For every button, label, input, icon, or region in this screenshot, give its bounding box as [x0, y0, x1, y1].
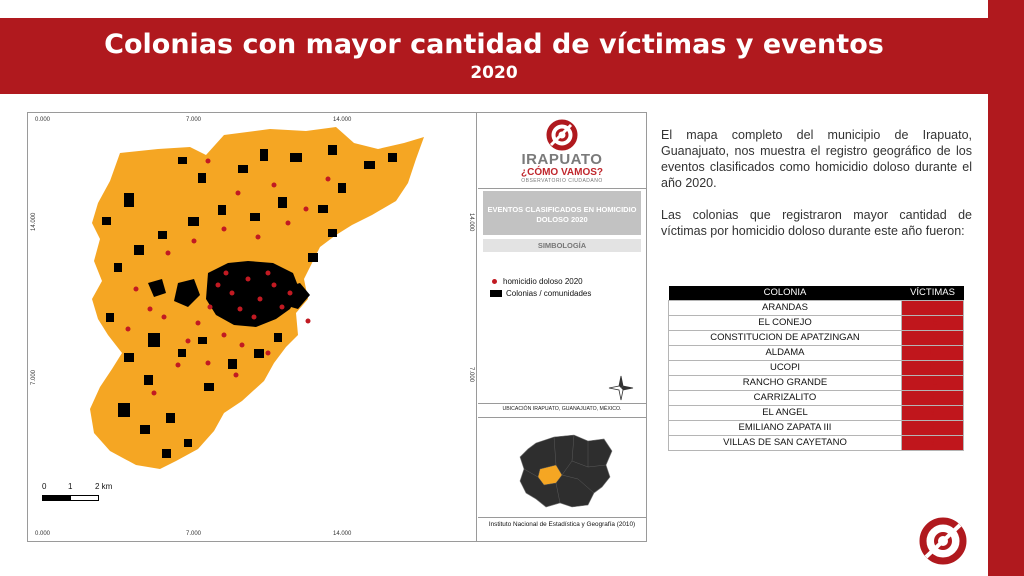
- red-dot-icon: [492, 279, 497, 284]
- guanajuato-inset-map: [516, 431, 616, 511]
- victimas-cell: 10: [902, 375, 964, 390]
- colonia-cell: RANCHO GRANDE: [669, 375, 902, 390]
- coord-bottom-0: 0.000: [35, 531, 51, 537]
- colonia-cell: CARRIZALITO: [669, 390, 902, 405]
- table-header-row: [669, 286, 964, 300]
- description-paragraph-1: El mapa completo del municipio de Irapuato, Guanajuato, nos muestra el registro geográfico de los eventos clasificados como homicidio doloso durante el año 2020.: [661, 128, 972, 190]
- colonia-cell: EL ANGEL: [669, 405, 902, 420]
- coord-right-0: 14.000: [468, 213, 474, 232]
- map-frame: [27, 112, 647, 542]
- victimas-cell: 15: [902, 315, 964, 330]
- colonia-cell: VILLAS DE SAN CAYETANO: [669, 435, 902, 450]
- scale-bar: [41, 482, 141, 506]
- page-title: Colonias con mayor cantidad de víctimas y eventos: [104, 29, 884, 60]
- simbologia-heading: SIMBOLOGÍA: [483, 239, 641, 252]
- colonia-cell: EMILIANO ZAPATA III: [669, 420, 902, 435]
- victimas-cell: 9: [902, 420, 964, 435]
- table-row: [669, 375, 964, 390]
- table-row: [669, 330, 964, 345]
- coord-bottom-1: 7.000: [186, 531, 202, 537]
- colonia-cell: ARANDAS: [669, 300, 902, 315]
- coord-bottom-2: 14.000: [333, 531, 352, 537]
- scale-label-2: 2 km: [95, 482, 113, 491]
- observatorio-logo-icon: [545, 119, 579, 151]
- header-victimas: VÍCTIMAS: [902, 286, 964, 300]
- victimas-cell: 9: [902, 435, 964, 450]
- scale-label-0: 0: [42, 482, 47, 491]
- map-area: [28, 113, 477, 541]
- logo-box: [478, 113, 646, 189]
- coord-top-1: 7.000: [186, 117, 202, 123]
- victimas-cell: 11: [902, 360, 964, 375]
- right-accent-strip: [988, 0, 1024, 576]
- coord-right-1: 7.000: [468, 367, 474, 383]
- coord-left-0: 14.000: [31, 212, 37, 231]
- table-row: [669, 420, 964, 435]
- map-info-panel: [478, 113, 646, 541]
- black-square-icon: [490, 290, 502, 297]
- header-banner: [0, 18, 988, 94]
- source-credit: Instituto Nacional de Estadística y Geografía (2010): [488, 521, 636, 528]
- table-row: [669, 390, 964, 405]
- table-row: [669, 435, 964, 450]
- table-row: [669, 345, 964, 360]
- panel-divider: [478, 403, 646, 404]
- coord-left-1: 7.000: [31, 369, 37, 385]
- victimas-cell: 13: [902, 330, 964, 345]
- logo-tagline: ¿CÓMO VAMOS?: [520, 167, 604, 178]
- panel-divider: [478, 417, 646, 418]
- page-subtitle: 2020: [470, 63, 518, 83]
- table-row: [669, 315, 964, 330]
- victimas-cell: 9: [902, 405, 964, 420]
- colonia-cell: EL CONEJO: [669, 315, 902, 330]
- municipality-map: [28, 113, 477, 541]
- legend-item-homicidio: [490, 275, 640, 287]
- north-arrow-icon: [608, 375, 634, 401]
- panel-divider: [478, 517, 646, 518]
- victimas-cell: 11: [902, 345, 964, 360]
- description: [661, 127, 972, 239]
- events-title-box: EVENTOS CLASIFICADOS EN HOMICIDIO DOLOSO 2020: [483, 191, 641, 235]
- colonia-cell: ALDAMA: [669, 345, 902, 360]
- victimas-cell: 27: [902, 300, 964, 315]
- victims-table: [668, 286, 964, 451]
- description-paragraph-2: Las colonias que registraron mayor cantidad de víctimas por homicidio doloso durante este año fueron:: [661, 208, 972, 238]
- coord-top-2: 14.000: [333, 117, 352, 123]
- table-row: [669, 405, 964, 420]
- legend-label: homicidio doloso 2020: [503, 276, 583, 286]
- legend-item-colonias: [490, 287, 640, 299]
- map-legend: [490, 275, 640, 299]
- logo-small-text: OBSERVATORIO CIUDADANO: [521, 178, 603, 184]
- colonia-cell: CONSTITUCION DE APATZINGAN: [669, 330, 902, 345]
- table-row: [669, 300, 964, 315]
- scale-segment-2: [70, 495, 99, 501]
- coord-top-0: 0.000: [35, 117, 51, 123]
- legend-label: Colonias / comunidades: [506, 288, 592, 298]
- corner-logo-icon: [914, 516, 972, 566]
- colonia-cell: UCOPI: [669, 360, 902, 375]
- ubicacion-label: UBICACIÓN IRAPUATO, GUANAJUATO, MÉXICO.: [502, 406, 622, 412]
- header-colonia: COLONIA: [669, 286, 902, 300]
- scale-label-1: 1: [68, 482, 73, 491]
- table-row: [669, 360, 964, 375]
- logo-name: IRAPUATO: [521, 151, 603, 168]
- scale-segment-1: [42, 495, 70, 501]
- victimas-cell: 9: [902, 390, 964, 405]
